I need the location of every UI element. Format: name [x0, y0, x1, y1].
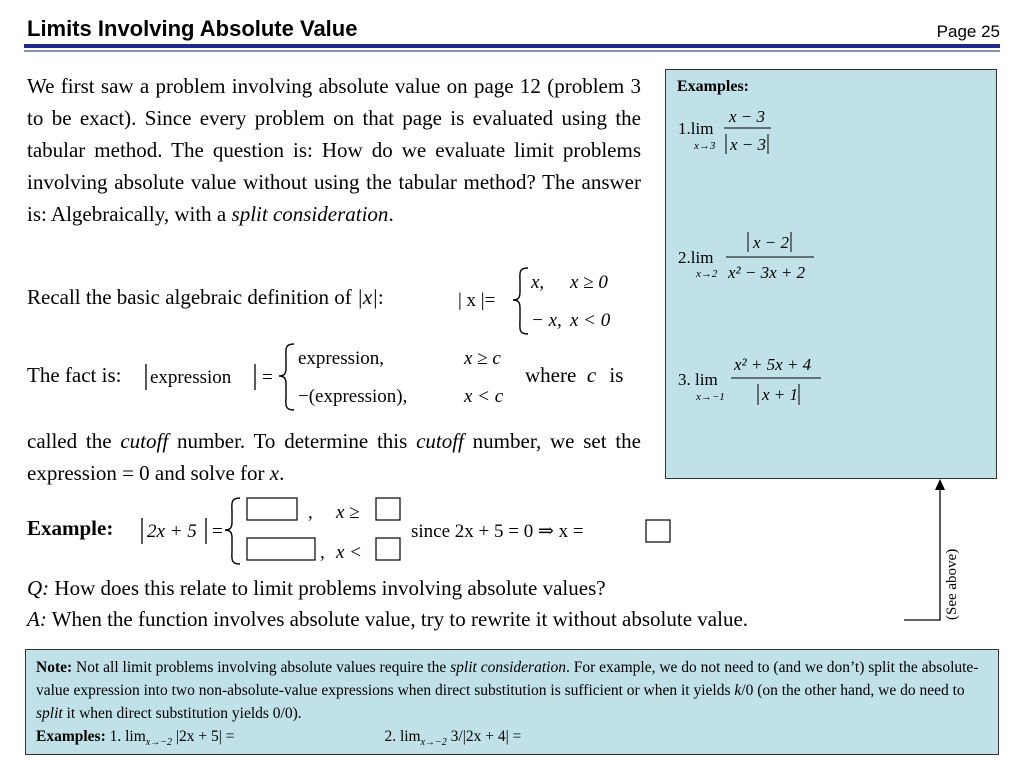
examples-formulas [676, 102, 986, 472]
ex3-lim: 3. lim [678, 370, 718, 389]
examples-box [665, 69, 997, 479]
note-ex2-expr: 3/|2x + 4| = [446, 728, 522, 745]
blank-box-solution[interactable] [646, 520, 670, 542]
header-divider-shadow [24, 50, 1000, 52]
abs-case1-expr: x, [531, 272, 545, 293]
ex2-numerator: x − 2 [753, 233, 790, 252]
recall-variable: |x| [357, 285, 378, 309]
note-ex1-expr: |2x + 5| = [171, 728, 235, 745]
question-text: How does this relate to limit problems involving absolute values? [49, 576, 606, 600]
ex2-denominator: x² − 3x + 2 [728, 263, 806, 282]
fact-case1-expr: expression, [298, 348, 385, 369]
note-text [36, 656, 988, 754]
cutoff-text-b: number. To determine this [168, 429, 417, 453]
example-lhs: 2x + 5 [147, 521, 197, 542]
note-t3: /0 (on the other hand, we do need to [741, 682, 965, 699]
note-ex1: 1. lim [109, 728, 146, 745]
ex1-numerator: x − 3 [729, 107, 766, 126]
fact-case2-expr: −(expression), [298, 386, 408, 407]
note-box [25, 649, 999, 755]
row2-sep: , [320, 542, 325, 563]
question-label: Q: [27, 576, 50, 600]
header-divider [24, 44, 1000, 48]
fact-eq: = [262, 367, 273, 388]
ex3-denominator: x + 1 [762, 385, 799, 404]
cutoff-end: . [279, 461, 285, 485]
abs-definition-formula [458, 262, 638, 338]
note-t1: Not all limit problems involving absolute values require the [72, 659, 451, 676]
example-brace [225, 498, 240, 564]
cutoff-term-2: cutoff [416, 429, 464, 453]
page-title: Limits Involving Absolute Value [27, 16, 358, 41]
recall-text: Recall the basic algebraic definition of [27, 285, 358, 309]
arrow-head [935, 479, 945, 490]
abs-case1-cond: x ≥ 0 [570, 272, 608, 293]
abs-def-lhs: | x |= [458, 290, 496, 311]
examples-header: Examples: [677, 78, 749, 95]
fact-label: The fact is: [27, 363, 122, 387]
note-em2: k [734, 682, 742, 699]
note-examples-label: Examples: [36, 728, 106, 745]
fact-brace [279, 344, 294, 410]
row1-cond: x ≥ [336, 502, 360, 523]
cutoff-var: x [269, 461, 280, 485]
example-since: since 2x + 5 = 0 ⇒ x = [411, 521, 584, 542]
recall-line [27, 285, 384, 310]
ex2-lim: 2.lim [678, 248, 714, 267]
blank-box-cutoff2[interactable] [376, 538, 400, 560]
example-eq: = [212, 521, 223, 542]
example-label: Example: [27, 516, 114, 540]
note-em1: split consideration [450, 659, 566, 676]
where-text: where [525, 363, 577, 387]
abs-case2-expr: − x, [531, 310, 562, 331]
cutoff-text-c: number, we set the expression = 0 and solve for [27, 429, 642, 485]
answer-line [27, 607, 748, 632]
cutoff-term-1: cutoff [120, 429, 169, 453]
row2-cond: x < [336, 542, 363, 563]
note-ex2-sub: x→−2 [420, 737, 447, 749]
connector-line [904, 488, 940, 620]
cutoff-paragraph [27, 425, 641, 489]
answer-label: A: [27, 607, 47, 631]
ex3-numerator: x² + 5x + 4 [734, 355, 812, 374]
fact-lhs: expression [150, 367, 232, 388]
cutoff-variable: c [586, 363, 597, 387]
note-label: Note: [36, 659, 73, 676]
answer-text: When the function involves absolute value, try to rewrite it without absolute value. [46, 607, 749, 631]
see-above-label: (See above) [944, 548, 960, 620]
note-t4: it when direct substitution yields 0/0). [62, 705, 302, 722]
note-em3: split [36, 705, 63, 722]
ex1-sub: x→3 [694, 140, 716, 152]
recall-colon: : [377, 285, 384, 309]
note-ex2: 2. lim [384, 728, 421, 745]
intro-end: . [388, 202, 394, 226]
ex1-denominator: x − 3 [730, 135, 767, 154]
abs-case2-cond: x < 0 [570, 310, 611, 331]
fact-case1-cond: x ≥ c [464, 348, 501, 369]
question-line [27, 576, 606, 601]
ex2-sub: x→2 [696, 268, 718, 280]
page-number: Page 25 [936, 22, 1000, 41]
ex1-lim: 1.lim [678, 119, 714, 138]
is-text: is [609, 363, 624, 387]
note-t2: . For example, we do not need to (and we don’t) split the absolute-value expression into two non-absolute-value expressions when direct substitution is sufficient or when it yields [36, 659, 979, 699]
example-formula [136, 492, 676, 568]
split-consideration-term: split consideration [231, 202, 389, 226]
note-ex1-sub: x→−2 [145, 737, 172, 749]
blank-box-expr2[interactable] [247, 538, 315, 560]
ex3-sub: x→−1 [696, 391, 725, 403]
left-brace [513, 268, 528, 334]
row1-sep: , [308, 502, 313, 523]
intro-paragraph [27, 70, 641, 230]
cutoff-text-a: called the [27, 429, 121, 453]
fact-case2-cond: x < c [464, 386, 504, 407]
blank-box-expr1[interactable] [247, 498, 297, 520]
where-clause [525, 363, 623, 388]
fact-definition-formula [142, 338, 522, 414]
blank-box-cutoff1[interactable] [376, 498, 400, 520]
intro-text: We first saw a problem involving absolute value on page 12 (problem 3 to be exact). Since every problem on that page is evaluated using the tabular method. The question is: How do we evaluate limit problems involving absolute value without using the tabular method? The answer is: Algebraically, with a [27, 74, 641, 226]
